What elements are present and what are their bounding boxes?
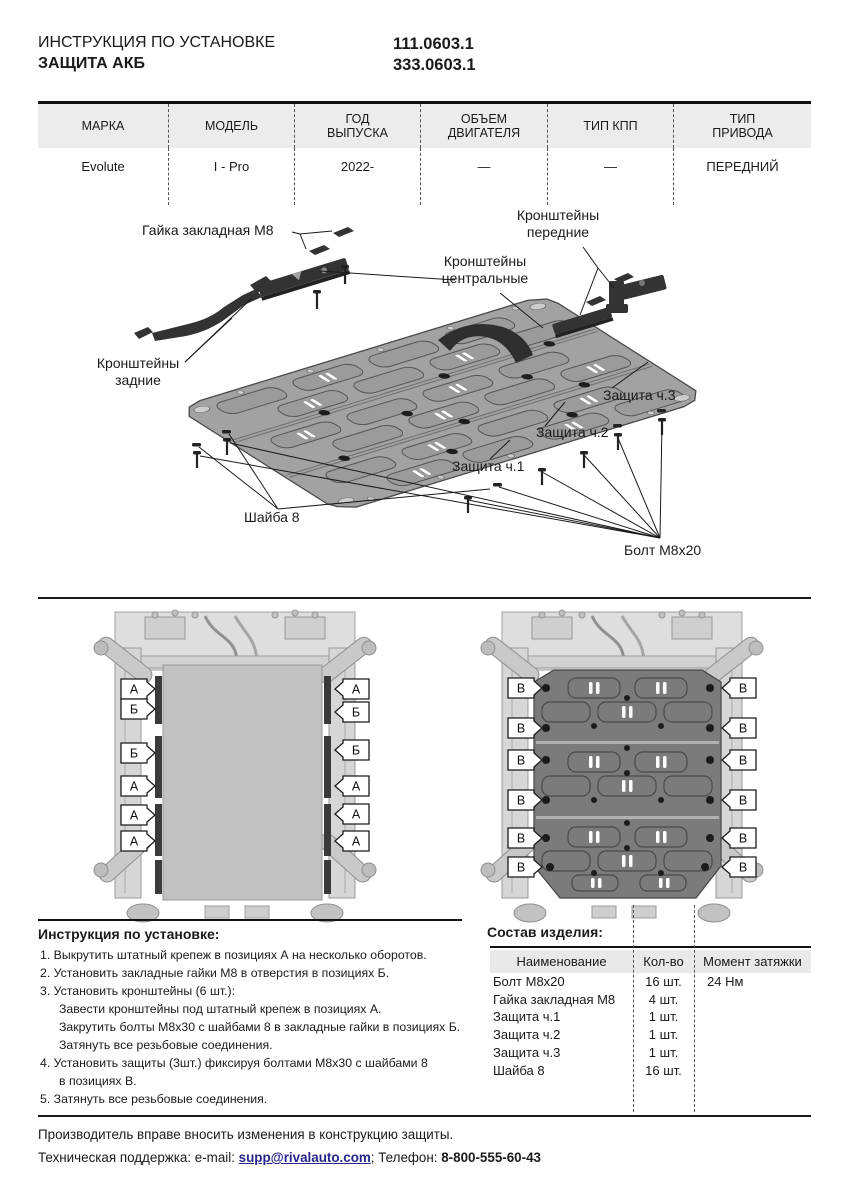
col-name: Наименование (516, 954, 607, 969)
svg-text:В: В (516, 681, 526, 696)
position-marker (121, 831, 155, 851)
support-label: Техническая поддержка: e-mail: (38, 1150, 239, 1165)
svg-text:В: В (516, 793, 526, 808)
svg-text:А: А (351, 682, 361, 697)
label-front-brackets: Кронштейны передние (516, 207, 600, 240)
label-guard-1: Защита ч.1 (452, 458, 525, 474)
instruction-line: 2. Установить закладные гайки М8 в отверстия в позициях Б. (40, 966, 390, 980)
guard-plate (176, 295, 709, 512)
parts-row: Защита ч.1 1 шт. (493, 1009, 679, 1025)
dashed-guide-line (694, 905, 695, 1112)
svg-text:В: В (738, 721, 748, 736)
svg-text:А: А (351, 779, 361, 794)
svg-text:Б: Б (351, 705, 361, 720)
doc-subtitle: ЗАЩИТА АКБ (38, 55, 145, 72)
dashed-guide-line (633, 905, 634, 1112)
support-phone: 8-800-555-60-43 (441, 1150, 541, 1165)
support-email-link[interactable]: supp@rivalauto.com (238, 1150, 371, 1165)
svg-text:В: В (516, 721, 526, 736)
divider-bottom (38, 1115, 811, 1117)
svg-text:В: В (516, 753, 526, 768)
phone-label: ; Телефон: (370, 1150, 442, 1165)
vehicle-table-row (38, 148, 811, 205)
parts-row: Гайка закладная М8 4 шт. (493, 991, 679, 1007)
cell-year: 2022- (295, 148, 421, 205)
instruction-line: Закрутить болты М8х30 с шайбами 8 в закладные гайки в позициях Б. (59, 1020, 461, 1034)
svg-text:А: А (129, 834, 139, 849)
instruction-line: Завести кронштейны под штатный крепеж в позициях А. (59, 1002, 382, 1016)
position-marker (121, 699, 155, 719)
col-year: ГОД ВЫПУСКА (295, 104, 421, 148)
position-marker (121, 776, 155, 796)
underbody-left (85, 608, 385, 926)
installed-guards (534, 670, 721, 898)
footer-disclaimer: Производитель вправе вносить изменения в конструкцию защиты. (38, 1127, 454, 1142)
vehicle-table-header (38, 104, 811, 148)
parts-row: Болт М8х20 16 шт. 24 Нм (493, 974, 744, 989)
label-rear-brackets: Кронштейны задние (96, 355, 180, 388)
instructions-list (40, 946, 472, 1108)
svg-text:А: А (129, 682, 139, 697)
svg-text:В: В (738, 831, 748, 846)
label-guard-3: Защита ч.3 (603, 387, 676, 403)
svg-text:А: А (129, 779, 139, 794)
cell-gearbox: — (548, 148, 674, 205)
svg-text:А: А (351, 807, 361, 822)
svg-text:Б: Б (129, 702, 139, 717)
center-rail-left (257, 258, 350, 301)
col-marka: МАРКА (38, 104, 169, 148)
position-marker (121, 679, 155, 699)
col-torque: Момент затяжки (703, 954, 802, 969)
col-drive: ТИП ПРИВОДА (674, 104, 811, 148)
svg-text:Б: Б (129, 746, 139, 761)
parts-row: Защита ч.3 1 шт. (493, 1044, 679, 1060)
divider-top (38, 597, 811, 599)
cell-engine: — (421, 148, 548, 205)
parts-table-header (490, 950, 811, 973)
svg-text:В: В (738, 681, 748, 696)
underbody-right (472, 608, 772, 926)
instruction-line: в позициях В. (59, 1074, 137, 1088)
cell-marka: Evolute (38, 148, 169, 205)
instruction-line: 5. Затянуть все резьбовые соединения. (40, 1092, 268, 1106)
label-embedded-nut: Гайка закладная М8 (142, 222, 274, 238)
label-center-brackets: Кронштейны центральные (441, 253, 529, 286)
col-gearbox: ТИП КПП (548, 104, 674, 148)
col-model: МОДЕЛЬ (169, 104, 295, 148)
col-qty: Кол-во (643, 954, 684, 969)
svg-text:В: В (516, 831, 526, 846)
instruction-line: 3. Установить кронштейны (6 шт.): (40, 984, 236, 998)
part-numbers (393, 34, 476, 76)
rear-bracket (134, 276, 273, 341)
svg-text:Б: Б (351, 743, 361, 758)
instructions-heading: Инструкция по установке: (38, 919, 462, 942)
svg-text:В: В (738, 860, 748, 875)
parts-heading: Состав изделия: (487, 924, 603, 940)
parts-table (490, 946, 811, 1079)
label-washer: Шайба 8 (244, 509, 300, 525)
cell-drive: ПЕРЕДНИЙ (706, 159, 779, 174)
position-marker (121, 743, 155, 763)
label-guard-2: Защита ч.2 (536, 424, 609, 440)
svg-text:А: А (351, 834, 361, 849)
instruction-line: Затянуть все резьбовые соединения. (59, 1038, 273, 1052)
col-engine: ОБЪЕМ ДВИГАТЕЛЯ (421, 104, 548, 148)
svg-text:А: А (129, 808, 139, 823)
doc-title: ИНСТРУКЦИЯ ПО УСТАНОВКЕ (38, 34, 276, 51)
parts-row: Шайба 8 16 шт. (493, 1062, 682, 1078)
parts-row: Защита ч.2 1 шт. (493, 1027, 679, 1043)
position-marker (121, 805, 155, 825)
svg-text:В: В (516, 860, 526, 875)
front-bracket (606, 274, 667, 313)
svg-text:В: В (738, 753, 748, 768)
battery-pack (163, 665, 322, 900)
part-number-1: 111.0603.1 (393, 35, 474, 53)
cell-model: I - Pro (169, 148, 295, 205)
vehicle-table (38, 101, 811, 205)
label-bolt: Болт М8х20 (624, 542, 702, 558)
instruction-line: 1. Выкрутить штатный крепеж в позициях А на несколько оборотов. (40, 948, 427, 962)
svg-text:В: В (738, 793, 748, 808)
instruction-line: 4. Установить защиты (3шт.) фиксируя болтами М8х30 с шайбами 8 (40, 1056, 428, 1070)
footer-support (38, 1150, 541, 1165)
part-number-2: 333.0603.1 (393, 56, 476, 74)
